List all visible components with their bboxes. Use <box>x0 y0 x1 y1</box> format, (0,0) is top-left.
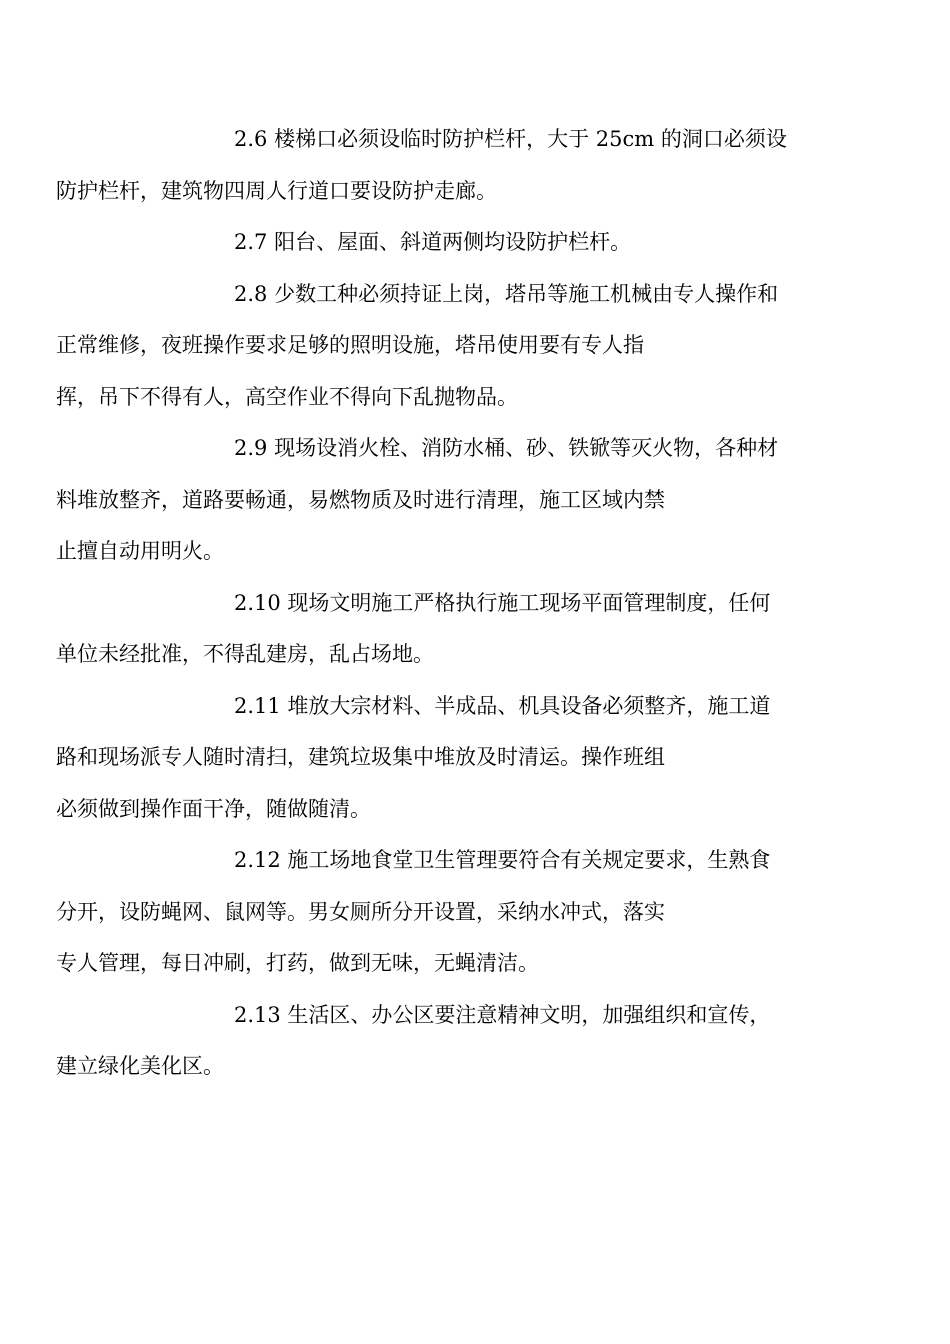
paragraph-2-6 <box>56 114 805 217</box>
paragraph-2-12 <box>56 835 805 990</box>
paragraph-line: 2.6 楼梯口必须设临时防护栏杆，大于 25cm 的洞口必须设 <box>234 127 787 151</box>
paragraph-line: 止擅自动用明火。 <box>56 539 224 563</box>
paragraph-line: 正常维修，夜班操作要求足够的照明设施，塔吊使用要有专人指 <box>56 333 644 357</box>
document-body <box>56 114 805 1093</box>
paragraph-line: 防护栏杆，建筑物四周人行道口要设防护走廊。 <box>56 178 497 203</box>
paragraph-2-13 <box>56 990 805 1093</box>
paragraph-line: 2.7 阳台、屋面、斜道两侧均设防护栏杆。 <box>234 230 632 254</box>
paragraph-line: 挥，吊下不得有人，高空作业不得向下乱抛物品。 <box>56 384 518 409</box>
paragraph-2-9 <box>56 423 805 578</box>
paragraph-2-11 <box>56 681 805 836</box>
paragraph-line: 2.13 生活区、办公区要注意精神文明，加强组织和宣传， <box>234 1002 771 1027</box>
paragraph-2-8 <box>56 269 805 424</box>
paragraph-line: 必须做到操作面干净，随做随清。 <box>56 796 371 821</box>
paragraph-line: 分开，设防蝇网、鼠网等。男女厕所分开设置，采纳水冲式，落实 <box>56 899 665 924</box>
paragraph-2-10 <box>56 578 805 681</box>
paragraph-line: 单位未经批准，不得乱建房，乱占场地。 <box>56 642 434 666</box>
paragraph-2-7 <box>145 217 805 269</box>
paragraph-line: 2.11 堆放大宗材料、半成品、机具设备必须整齐，施工道 <box>234 693 771 718</box>
paragraph-line: 专人管理，每日冲刷，打药，做到无味，无蝇清洁。 <box>56 951 539 975</box>
paragraph-line: 建立绿化美化区。 <box>56 1054 224 1078</box>
paragraph-line: 2.8 少数工种必须持证上岗，塔吊等施工机械由专人操作和 <box>234 281 779 306</box>
paragraph-line: 2.10 现场文明施工严格执行施工现场平面管理制度，任何 <box>234 590 771 615</box>
paragraph-line: 路和现场派专人随时清扫，建筑垃圾集中堆放及时清运。操作班组 <box>56 745 665 769</box>
paragraph-line: 2.9 现场设消火栓、消防水桶、砂、铁锨等灭火物，各种材 <box>234 436 779 460</box>
paragraph-line: 料堆放整齐，道路要畅通，易燃物质及时进行清理，施工区域内禁 <box>56 487 665 512</box>
paragraph-line: 2.12 施工场地食堂卫生管理要符合有关规定要求，生熟食 <box>234 848 771 872</box>
